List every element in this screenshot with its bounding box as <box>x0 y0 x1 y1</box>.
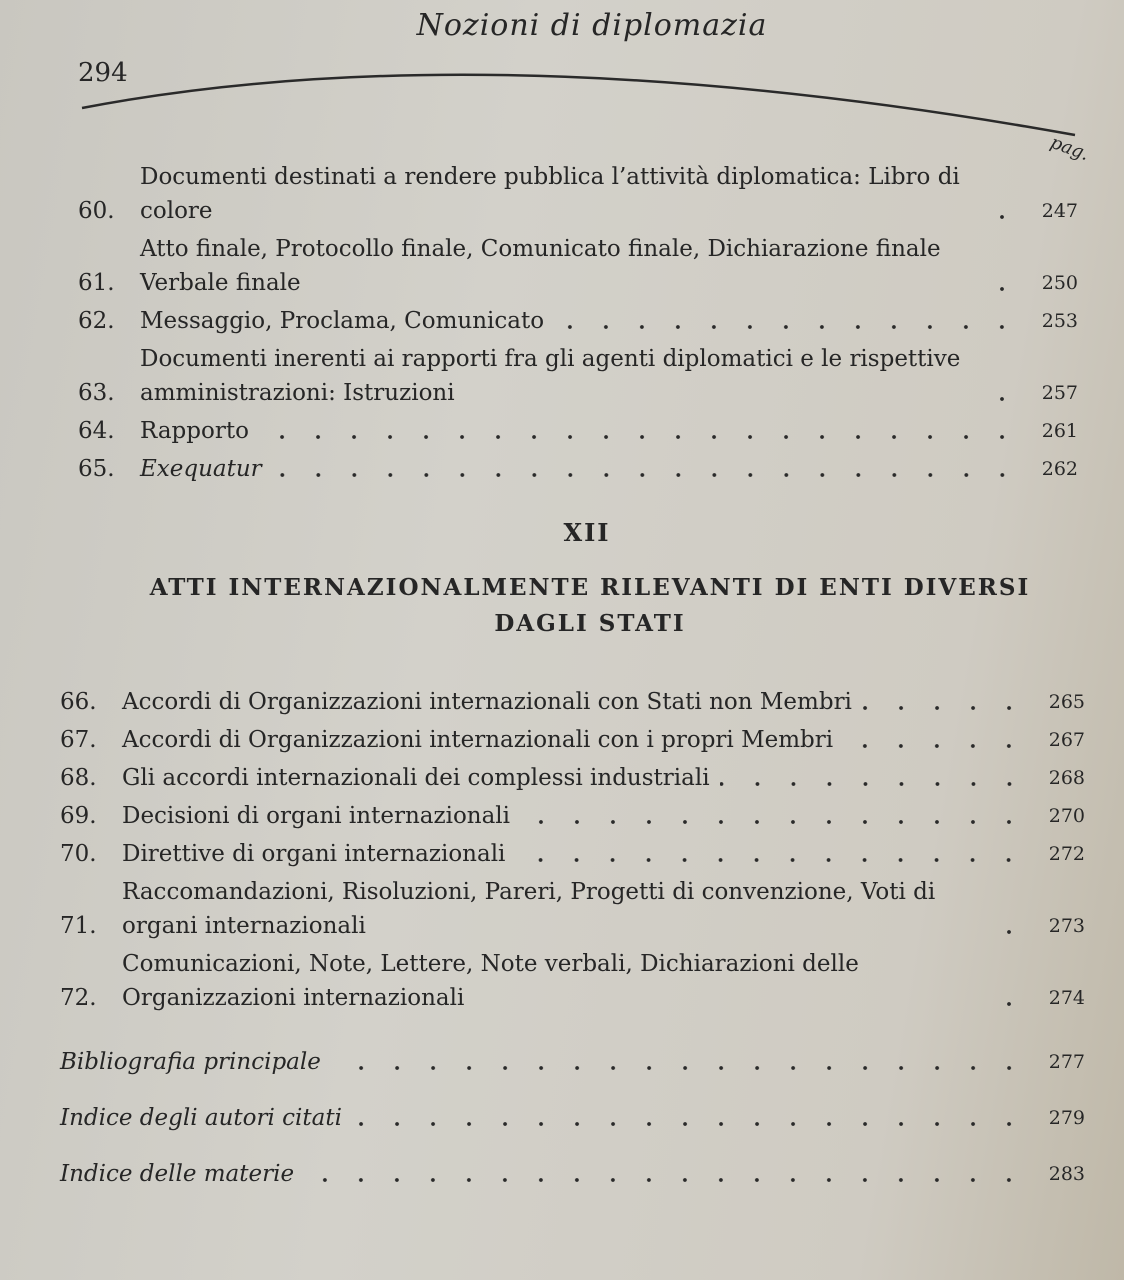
entry-number: 63. <box>78 380 115 406</box>
entry-page: 268 <box>1048 767 1085 789</box>
toc-entry <box>60 799 1085 833</box>
entry-page: 274 <box>1048 987 1085 1009</box>
leader-dots <box>980 194 1020 228</box>
toc-entry <box>60 1157 1085 1191</box>
entry-title: Documenti inerenti ai rapporti fra gli agenti diplomatici e le rispettive amministrazioni: Istruzioni <box>140 346 961 406</box>
entry-title: Comunicazioni, Note, Lettere, Note verbali, Dichiarazioni delle Organizzazioni internazionali <box>122 951 859 1011</box>
entry-title: Bibliografia principale <box>60 1049 321 1075</box>
toc-section-1 <box>78 160 1078 490</box>
leader-dots <box>515 837 1027 871</box>
toc-entry <box>78 452 1078 486</box>
leader-dots <box>520 799 1027 833</box>
entry-page: 272 <box>1048 843 1085 865</box>
entry-title: Documenti destinati a rendere pubblica l’attività diplomatica: Libro di colore <box>140 164 960 224</box>
leader-dots <box>987 981 1027 1015</box>
toc-entry <box>60 723 1085 757</box>
entry-number: 68. <box>60 765 97 791</box>
entry-page: 267 <box>1048 729 1085 751</box>
chapter-number: XII <box>563 518 611 547</box>
entry-number: 65. <box>78 456 115 482</box>
entry-title: Exequatur <box>140 456 262 482</box>
entry-page: 277 <box>1048 1051 1085 1073</box>
entry-number: 70. <box>60 841 97 867</box>
entry-title: Rapporto <box>140 418 249 444</box>
leader-dots <box>843 723 1027 757</box>
entry-number: 64. <box>78 418 115 444</box>
entry-page: 279 <box>1048 1107 1085 1129</box>
toc-entry <box>78 342 1078 410</box>
entry-page: 270 <box>1048 805 1085 827</box>
entry-number: 69. <box>60 803 97 829</box>
toc-entry <box>60 1101 1085 1135</box>
entry-title: Indice degli autori citati <box>60 1105 342 1131</box>
toc-entry <box>78 160 1078 228</box>
entry-title: Raccomandazioni, Risoluzioni, Pareri, Progetti di convenzione, Voti di organi internazionali <box>122 879 936 939</box>
entry-title: Accordi di Organizzazioni internazionali con Stati non Membri <box>122 689 852 715</box>
chapter-title: ATTI INTERNAZIONALMENTE RILEVANTI DI ENTI DIVERSI DAGLI STATI <box>149 574 1031 637</box>
entry-page: 253 <box>1041 310 1078 332</box>
leader-dots <box>720 761 1027 795</box>
toc-appendix <box>60 1045 1085 1195</box>
toc-entry <box>60 685 1085 719</box>
entry-number: 67. <box>60 727 97 753</box>
toc-entry <box>60 875 1085 943</box>
toc-entry <box>60 947 1085 1015</box>
entry-number: 72. <box>60 985 97 1011</box>
entry-title: Gli accordi internazionali dei complessi industriali <box>122 765 710 791</box>
leader-dots <box>980 266 1020 300</box>
entry-page: 247 <box>1041 200 1078 222</box>
pag-label: pag. <box>1047 131 1092 166</box>
leader-dots <box>272 452 1020 486</box>
toc-entry <box>78 414 1078 448</box>
page-number: 294 <box>78 58 128 88</box>
entry-page: 261 <box>1041 420 1078 442</box>
entry-page: 257 <box>1041 382 1078 404</box>
entry-page: 283 <box>1048 1163 1085 1185</box>
toc-entry <box>60 761 1085 795</box>
entry-title: Direttive di organi internazionali <box>122 841 506 867</box>
entry-number: 62. <box>78 308 115 334</box>
running-title: Nozioni di diplomazia <box>416 8 768 43</box>
header-rule <box>70 40 1080 140</box>
leader-dots <box>554 304 1020 338</box>
entry-page: 250 <box>1041 272 1078 294</box>
entry-page: 262 <box>1041 458 1078 480</box>
entry-title: Accordi di Organizzazioni internazionali con i propri Membri <box>122 727 834 753</box>
toc-entry <box>60 1045 1085 1079</box>
entry-page: 273 <box>1048 915 1085 937</box>
entry-title: Atto finale, Protocollo finale, Comunicato finale, Dichiarazione finale Verbale finale <box>140 236 941 296</box>
leader-dots <box>862 685 1027 719</box>
entry-title: Indice delle materie <box>60 1161 295 1187</box>
toc-entry <box>60 837 1085 871</box>
toc-entry <box>78 304 1078 338</box>
entry-number: 66. <box>60 689 97 715</box>
entry-title: Decisioni di organi internazionali <box>122 803 511 829</box>
entry-title: Messaggio, Proclama, Comunicato <box>140 308 545 334</box>
leader-dots <box>331 1045 1027 1079</box>
leader-dots <box>980 376 1020 410</box>
entry-page: 265 <box>1048 691 1085 713</box>
leader-dots <box>987 909 1027 943</box>
toc-section-2 <box>60 685 1085 1019</box>
entry-number: 71. <box>60 913 97 939</box>
leader-dots <box>304 1157 1027 1191</box>
leader-dots <box>352 1101 1027 1135</box>
toc-entry <box>78 232 1078 300</box>
leader-dots <box>259 414 1020 448</box>
entry-number: 61. <box>78 270 115 296</box>
entry-number: 60. <box>78 198 115 224</box>
